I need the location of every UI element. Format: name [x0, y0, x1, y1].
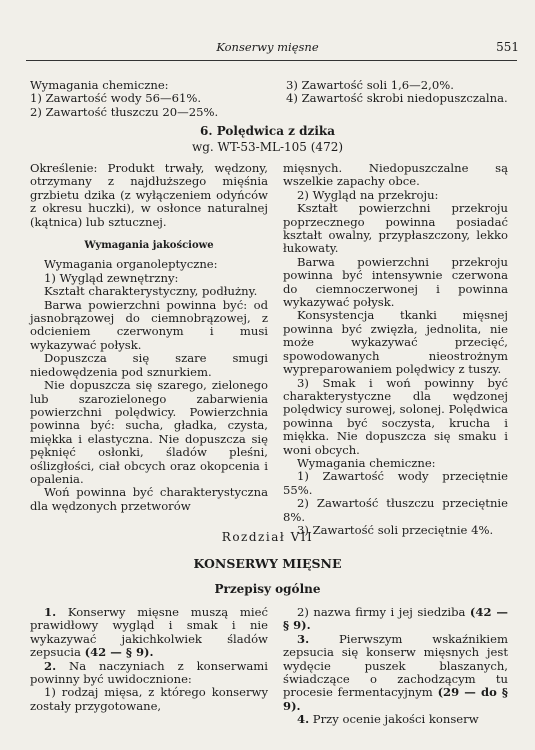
chemical-block-right: [286, 79, 508, 106]
paragraph-number: 4.: [297, 712, 310, 727]
text-line: 4) Zawartość skrobi niedopuszczalna.: [286, 91, 508, 106]
paragraph: [283, 606, 508, 633]
chapter-label: Rozdział VII: [221, 530, 314, 544]
paragraph: 3) Smak i woń powinny być charakterystyczne dla wędzonej polędwicy surowej, solonej. Polędwica powinna być soczysta, krucha i miękka. Nie dopuszcza się smaku i woni obcych.: [283, 375, 508, 457]
paragraph-text: Konserwy mięsne muszą mieć prawidłowy wygląd i smak i nie wykazywać jakichkolwiek śladów zepsucia: [30, 605, 268, 660]
paragraph: Kształt charakterystyczny, podłużny.: [44, 284, 258, 299]
paragraph: Barwa powierzchni powinna być: od jasnobrązowej do ciemnobrązowej, z odcieniem czerwonym i musi wykazywać połysk.: [30, 297, 268, 352]
paragraph-text: Pierwszym wskaźnikiem zepsucia się konserw mięsnych jest wydęcie puszek blaszanych, świadczące o zachodzącym tu procesie fermentacyjnym: [283, 631, 508, 700]
text-line: 1) Zawartość wody 56—61%.: [30, 91, 202, 106]
left-column: [30, 162, 268, 513]
paragraph: Barwa powierzchni przekroju powinna być intensywnie czerwona do ciemnoczerwonej i powinna wykazywać połysk.: [283, 254, 508, 310]
paragraph: Wymagania chemiczne:: [297, 455, 436, 470]
definition: Określenie: Produkt trwały, wędzony, otrzymany z najdłuższego mięśnia grzbietu dzika (z wyłączeniem odyńców z okresu huczki), w osłonce naturalnej (kątnica) lub sztucznej.: [30, 161, 268, 229]
paragraph: Woń powinna być charakterystyczna dla wędzonych przetworów: [30, 485, 268, 513]
paragraph: Wymagania organoleptyczne:: [44, 257, 218, 272]
paragraph-number: 2.: [44, 658, 57, 673]
running-title: Konserwy mięsne: [216, 40, 319, 54]
page-number: 551: [496, 40, 519, 54]
chapter-subtitle: Przepisy ogólne: [214, 582, 321, 596]
paragraph-text: 2) nazwa firmy i jej siedziba: [297, 605, 470, 619]
paragraph: 2) Wygląd na przekroju:: [297, 187, 439, 202]
paragraph: Nie dopuszcza się szarego, zielonego lub szarozielonego zabarwienia powierzchni polędwicy. Powierzchnia powinna być: sucha, gładka, czysta, miękka i elastyczna. Nie dopuszcza się pęknięć osłonki, śladów pleśni, oślizgłości, ciał obcych oraz okopcenia i opalenia.: [30, 378, 268, 486]
paragraph: Kształt powierzchni przekroju poprzecznego powinna posiadać kształt owalny, przypłaszczony, lekko łukowaty.: [283, 201, 508, 256]
chapter-title: KONSERWY MIĘSNE: [193, 556, 342, 571]
paragraph: 2) Zawartość tłuszczu przeciętnie 8%.: [283, 496, 508, 524]
reference: (42 — § 9).: [84, 645, 154, 660]
paragraph: [283, 713, 508, 726]
subheading: Wymagania jakościowe: [84, 240, 214, 252]
paragraph: 1) Wygląd zewnętrzny:: [44, 270, 179, 285]
paragraph: [30, 660, 268, 687]
paragraph: 1) rodzaj mięsa, z którego konserwy zostały przygotowane,: [30, 685, 268, 713]
text-line: Wymagania chemiczne:: [30, 78, 169, 92]
paragraph-text: Przy ocenie jakości konserw: [309, 712, 479, 727]
page-header: [0, 40, 535, 58]
bottom-left-column: [30, 606, 268, 713]
paragraph: mięsnych. Niedopuszczalne są wszelkie zapachy obce.: [283, 161, 508, 189]
header-rule: [26, 60, 517, 61]
chemical-block-left: [30, 79, 270, 119]
paragraph: [30, 606, 268, 660]
paragraph-number: 1.: [44, 605, 57, 619]
reference: (42 — § 9).: [283, 605, 508, 633]
section-code: wg. WT-53-ML-105 (472): [191, 140, 344, 154]
text-line: 3) Zawartość soli 1,6—2,0%.: [286, 78, 454, 92]
right-column: [283, 162, 508, 537]
paragraph: 1) Zawartość wody przeciętnie 55%.: [283, 469, 508, 497]
paragraph: 3) Zawartość soli przeciętnie 4%.: [297, 522, 494, 537]
paragraph: Konsystencja tkanki mięsnej powinna być zwięzła, jednolita, nie może wykazywać przecięć, spowodowanych nieostrożnym wypreparowaniem polędwicy z tuszy.: [283, 308, 508, 377]
reference: (29 — do § 9).: [283, 685, 508, 713]
paragraph: [283, 633, 508, 713]
text-line: 2) Zawartość tłuszczu 20—25%.: [30, 104, 219, 119]
paragraph-number: 3.: [297, 631, 310, 646]
section-title: 6. Polędwica z dzika: [200, 124, 335, 138]
bottom-right-column: [283, 606, 508, 727]
paragraph: Dopuszcza się szare smugi niedowędzenia pod sznurkiem.: [30, 351, 268, 379]
paragraph-text: Na naczyniach z konserwami powinny być uwidocznione:: [30, 658, 268, 687]
